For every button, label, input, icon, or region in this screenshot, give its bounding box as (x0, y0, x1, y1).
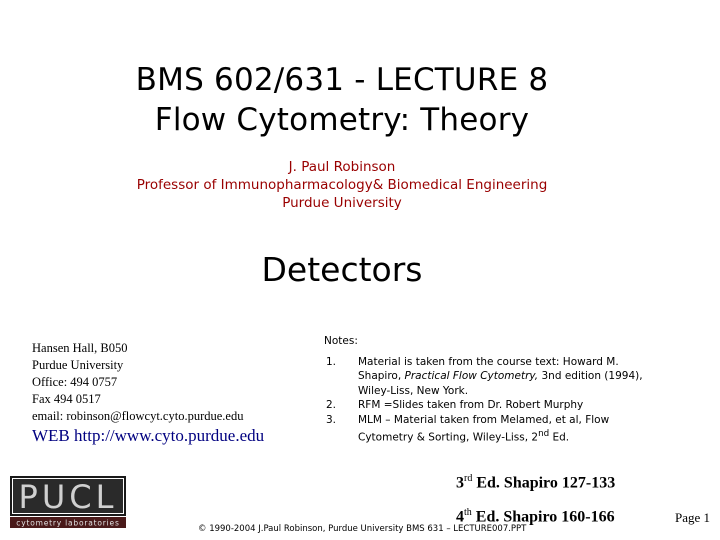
edition-text: Ed. Shapiro 160-166 (471, 508, 615, 526)
edition-suffix: th (464, 507, 472, 518)
note-superscript: nd (538, 429, 550, 439)
note-number: 1. (326, 355, 337, 368)
contact-address: Hansen Hall, B050 (32, 341, 128, 355)
web-link[interactable]: WEB http://www.cyto.purdue.edu (32, 426, 265, 445)
note-number: 2. (326, 399, 337, 411)
footer-copyright: © 1990-2004 J.Paul Robinson, Purdue University BMS 631 – LECTURE007.PPT (198, 524, 527, 534)
note-text-part: MLM – Material taken from Melamed, et al, Flow Cytometry & Sorting, Wiley-Liss, 2 (358, 413, 610, 444)
notes-block (318, 334, 663, 445)
logo-subtitle: cytometry laboratories (16, 518, 120, 528)
edition-number: 3 (456, 474, 464, 492)
note-text: RFM =Slides taken from Dr. Robert Murphy (358, 399, 584, 411)
author-name: J. Paul Robinson (288, 159, 396, 175)
pucl-logo-graphic (10, 476, 126, 528)
note-number: 3. (326, 413, 337, 426)
section-heading: Detectors (261, 250, 423, 289)
lecture-title (0, 60, 684, 140)
edition-number: 4 (456, 508, 464, 526)
page-number: Page 1 (675, 510, 711, 525)
contact-email[interactable]: email: robinson@flowcyt.cyto.purdue.edu (32, 409, 244, 423)
note-item (318, 413, 663, 446)
note-book-title: Practical Flow Cytometry, (404, 370, 539, 382)
contact-block (32, 340, 243, 425)
note-text-part: Material is taken from the course text: Howard M. Shapiro, (358, 355, 619, 382)
contact-office: Office: 494 0757 (32, 375, 118, 389)
note-item (318, 355, 663, 399)
author-institution: Purdue University (282, 195, 402, 211)
note-text-part: 3nd edition (1994), Wiley-Liss, New York. (358, 370, 643, 397)
note-item (318, 398, 663, 413)
title-line-2: Flow Cytometry: Theory (154, 102, 530, 138)
notes-title: Notes: (324, 335, 358, 347)
author-block (0, 158, 684, 212)
pucl-logo (10, 476, 126, 528)
logo-letters: PUCL (18, 478, 118, 516)
contact-university: Purdue University (32, 358, 124, 372)
author-position: Professor of Immunopharmacology& Biomedical Engineering (136, 177, 548, 193)
note-text (358, 413, 663, 446)
note-text (358, 355, 663, 399)
note-text-part: Ed. (549, 431, 570, 444)
title-line-1: BMS 602/631 - LECTURE 8 (135, 62, 549, 98)
notes-list (318, 355, 663, 446)
edition-suffix: rd (464, 473, 473, 484)
contact-fax: Fax 494 0517 (32, 392, 101, 406)
edition-text: Ed. Shapiro 127-133 (472, 474, 616, 492)
edition-3-reference (456, 473, 615, 492)
